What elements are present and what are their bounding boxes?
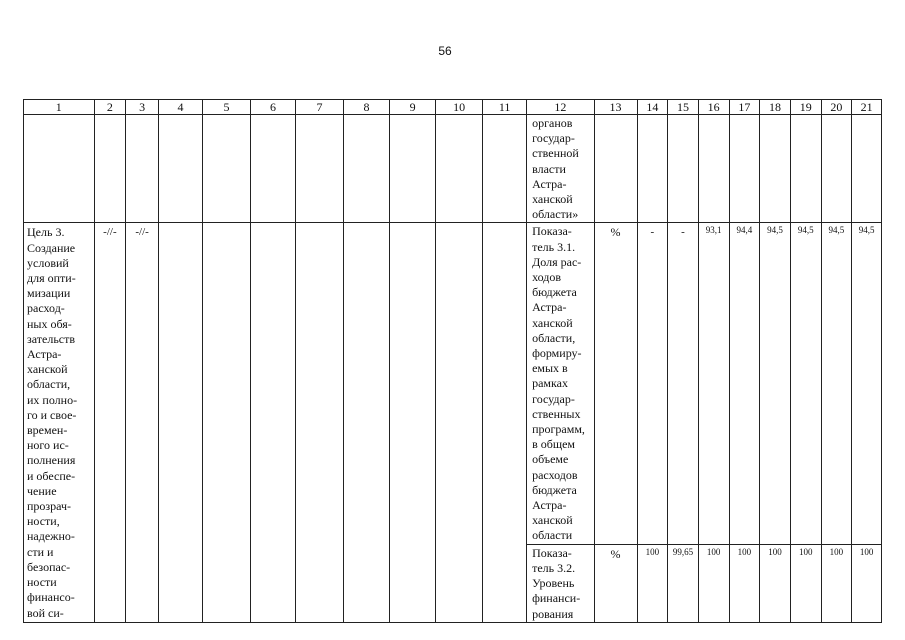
header-cell: 3: [126, 100, 159, 115]
header-cell: 13: [594, 100, 637, 115]
header-cell: 12: [527, 100, 594, 115]
page-number: 56: [438, 44, 452, 58]
goal-text: Цель 3. Создание условий для опти- мизации расход- ных обя- зательств Астра- ханской области, их полно- го и свое- времен- ного ис- полнения и обеспе- чение прозрач- ности, надежно- сти и безопас- ности финансо- вой си-: [24, 223, 95, 622]
value-cell: 100: [790, 544, 821, 622]
value-cell: 100: [852, 544, 882, 622]
header-row: [24, 100, 882, 115]
value-cell: -: [637, 223, 668, 544]
value-cell: 94,4: [729, 223, 760, 544]
value-cell: 100: [760, 544, 791, 622]
header-cell: 6: [251, 100, 296, 115]
header-cell: 4: [158, 100, 202, 115]
header-cell: 8: [344, 100, 390, 115]
value-cell: -: [668, 223, 699, 544]
unit-cell: %: [594, 223, 637, 544]
value-cell: 94,5: [821, 223, 852, 544]
value-cell: 100: [698, 544, 729, 622]
value-cell: 100: [821, 544, 852, 622]
header-cell: 19: [790, 100, 821, 115]
header-cell: 10: [436, 100, 483, 115]
header-cell: 18: [760, 100, 791, 115]
indicator-text-cont: органов государ- ственной власти Астра- ханской области»: [527, 115, 594, 223]
header-cell: 14: [637, 100, 668, 115]
indicator-3-2-text: Показа- тель 3.2. Уровень финанси- рования: [527, 544, 594, 622]
continuation-row: [24, 115, 882, 223]
value-cell: 94,5: [790, 223, 821, 544]
header-cell: 2: [94, 100, 126, 115]
header-cell: 16: [698, 100, 729, 115]
indicator-3-1-text: Показа- тель 3.1. Доля рас- ходов бюджета Астра- ханской области, формиру- емых в рамках государ- ственных программ, в общем объеме расходов бюджета Астра- ханской области: [527, 223, 594, 544]
header-cell: 15: [668, 100, 699, 115]
value-cell: 93,1: [698, 223, 729, 544]
header-cell: 5: [202, 100, 250, 115]
indicator-row-3-1: [24, 223, 882, 544]
goal-col3: -//-: [126, 223, 159, 622]
header-cell: 21: [852, 100, 882, 115]
header-cell: 11: [483, 100, 527, 115]
header-cell: 7: [295, 100, 343, 115]
value-cell: 94,5: [760, 223, 791, 544]
header-cell: 20: [821, 100, 852, 115]
header-cell: 1: [24, 100, 95, 115]
unit-cell: %: [594, 544, 637, 622]
value-cell: 100: [637, 544, 668, 622]
value-cell: 94,5: [852, 223, 882, 544]
value-cell: 99,65: [668, 544, 699, 622]
header-cell: 17: [729, 100, 760, 115]
goal-col2: -//-: [94, 223, 126, 622]
header-cell: 9: [390, 100, 436, 115]
program-table: [23, 99, 882, 623]
value-cell: 100: [729, 544, 760, 622]
